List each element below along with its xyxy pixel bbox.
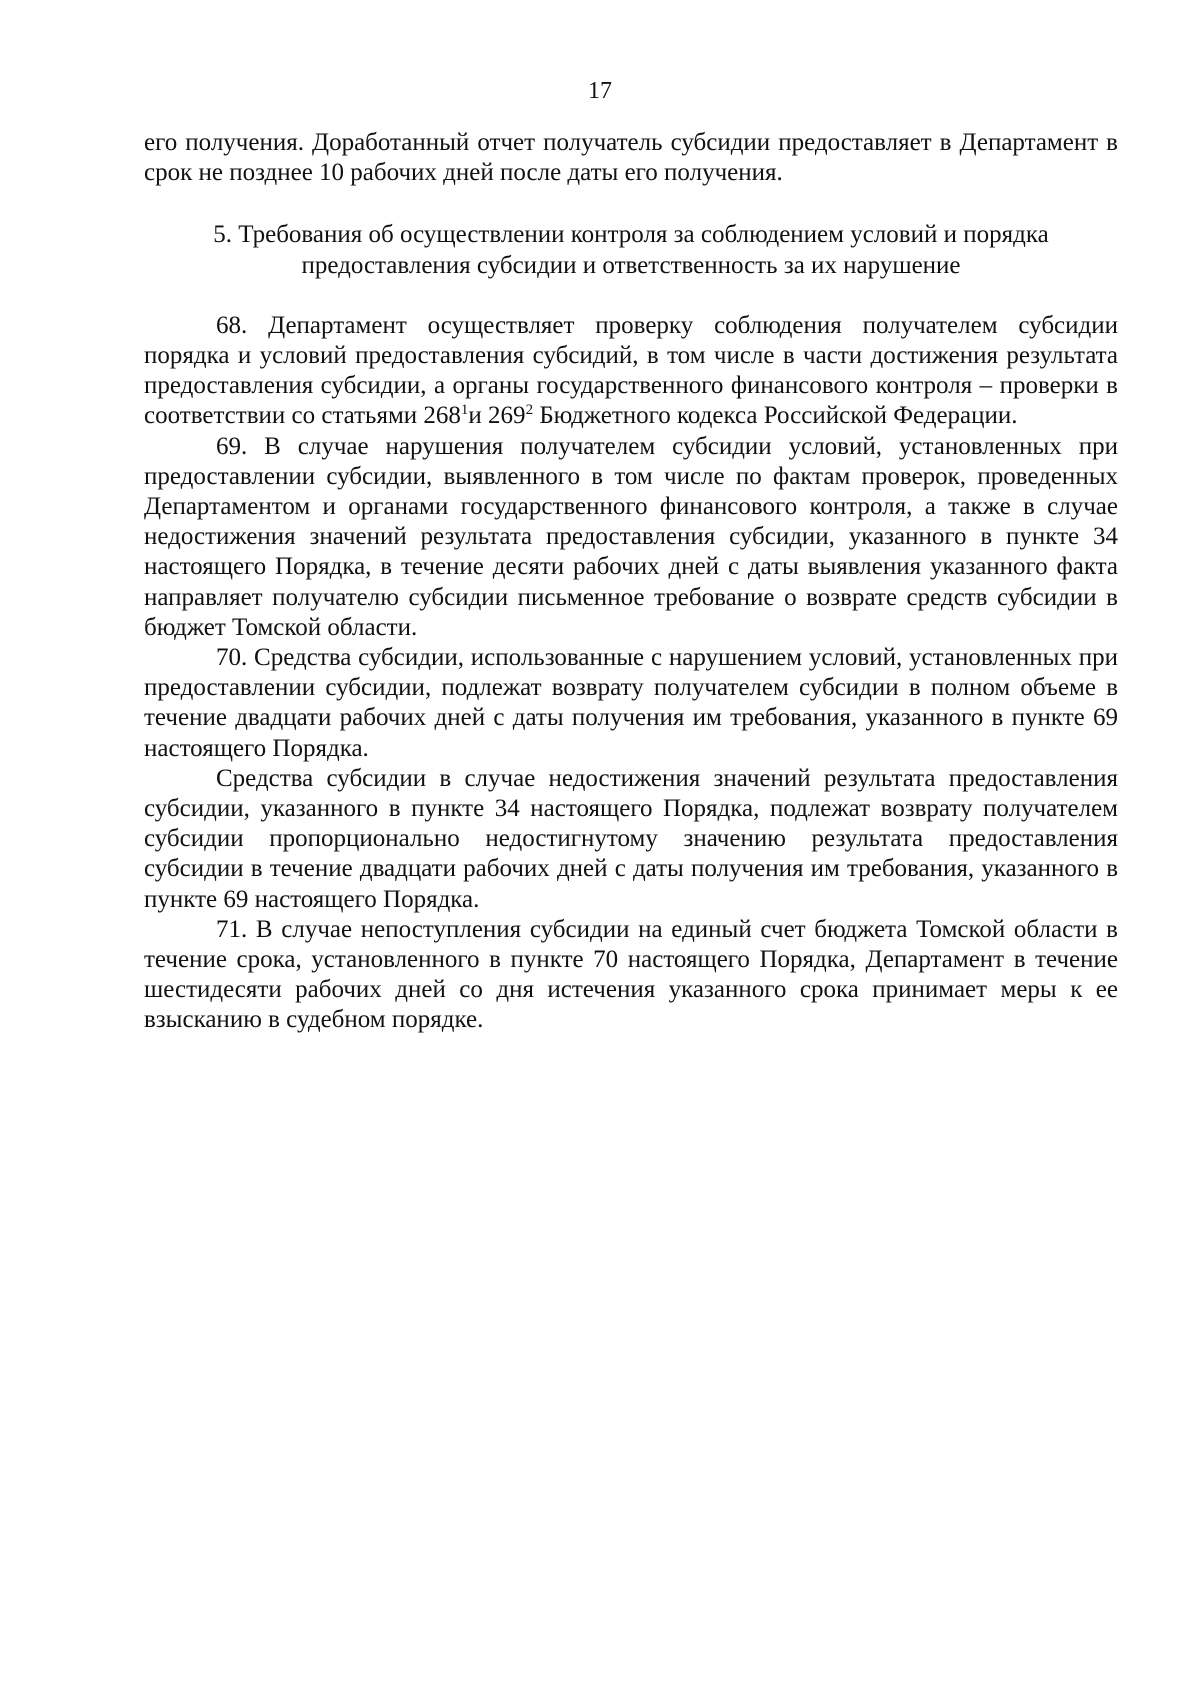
section-heading xyxy=(144,220,1118,280)
intro-paragraph: его получения. Доработанный отчет получатель субсидии предоставляет в Департамент в срок не позднее 10 рабочих дней после даты его получения. xyxy=(144,129,1118,187)
page-number: 17 xyxy=(588,78,612,104)
paragraph-68-superscript-1: 1 xyxy=(460,402,469,419)
paragraph-68-text-start: 68. Департамент осуществляет проверку соблюдения получателем субсидии порядка и условий предоставления субсидий, в том числе в части достижения результата предоставления субсидии, а органы государственного финансового контроля – проверки в соответствии со статьями 268 xyxy=(144,311,1118,430)
paragraph-70-continuation: Средства субсидии в случае недостижения значений результата предоставления субсидии, указанного в пункте 34 настоящего Порядка, подлежат возврату получателем субсидии пропорционально недостигнутому значению результата предоставления субсидии в течение двадцати рабочих дней с даты получения им требования, указанного в пункте 69 настоящего Порядка. xyxy=(144,764,1118,913)
section-heading-line-1: 5. Требования об осуществлении контроля за соблюдением условий и порядка xyxy=(213,221,1049,249)
paragraph-68-text-end: Бюджетного кодекса Российской Федерации. xyxy=(533,402,1018,430)
paragraph-68-text-middle: и 269 xyxy=(468,402,526,430)
paragraph-68-superscript-2: 2 xyxy=(525,402,534,419)
paragraph-69: 69. В случае нарушения получателем субсидии условий, установленных при предоставлении субсидии, выявленного в том числе по фактам проверок, проведенных Департаментом и органами государственного финансового контроля, а также в случае недостижения значений результата предоставления субсидии, указанного в пункте 34 настоящего Порядка, в течение десяти рабочих дней с даты выявления указанного факта направляет получателю субсидии письменное требование о возврате средств субсидии в бюджет Томской области. xyxy=(144,432,1118,641)
document-body xyxy=(144,128,1118,1036)
paragraph-68 xyxy=(144,311,1118,432)
section-heading-line-2: предоставления субсидии и ответственность за их нарушение xyxy=(301,251,961,279)
paragraph-70: 70. Средства субсидии, использованные с нарушением условий, установленных при предоставлении субсидии, подлежат возврату получателем субсидии в полном объеме в течение двадцати рабочих дней с даты получения им требования, указанного в пункте 69 настоящего Порядка. xyxy=(144,644,1118,762)
paragraph-71: 71. В случае непоступления субсидии на единый счет бюджета Томской области в течение срока, установленного в пункте 70 настоящего Порядка, Департамент в течение шестидесяти рабочих дней со дня истечения указанного срока принимает меры к ее взысканию в судебном порядке. xyxy=(144,915,1118,1034)
